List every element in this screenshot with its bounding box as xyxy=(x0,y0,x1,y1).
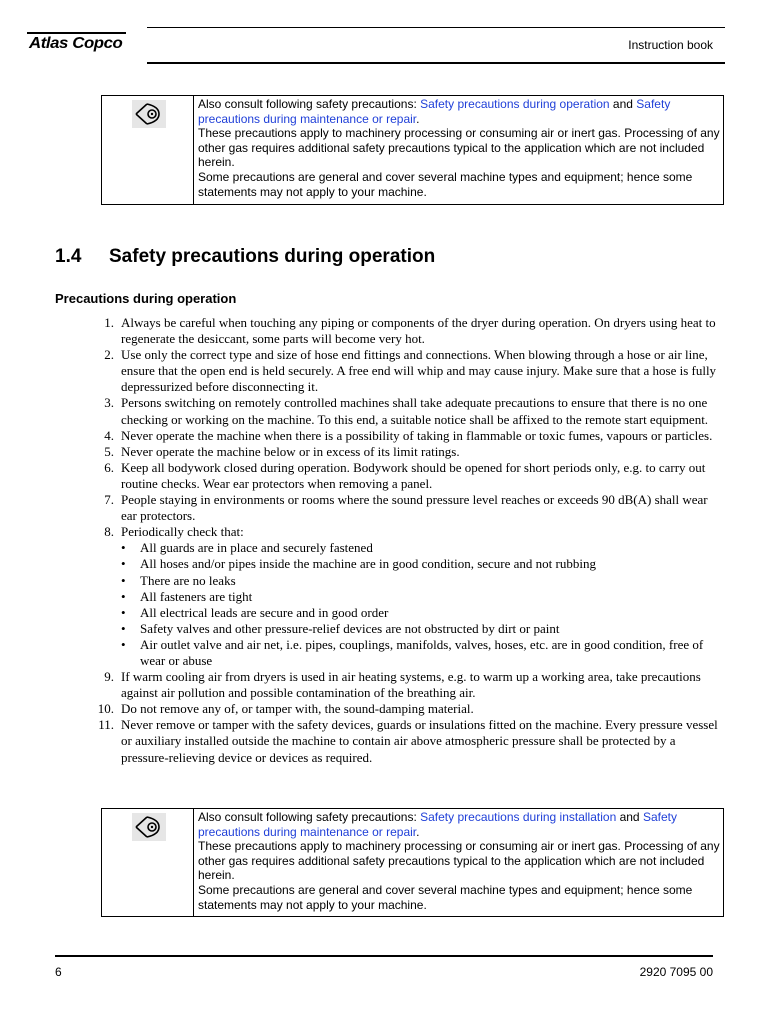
note-text xyxy=(194,96,723,204)
note-period: . xyxy=(416,824,420,839)
bullet-item: • All electrical leads are secure and in good order xyxy=(121,605,724,621)
item-number: 4. xyxy=(104,427,114,443)
note-para-gas: These precautions apply to machinery processing or consuming air or inert gas. Processing of any other gas requires additional safety precautions typical to the application which are not included herein. xyxy=(198,839,720,883)
item-number: 1. xyxy=(104,315,114,330)
link-installation[interactable]: Safety precautions during installation xyxy=(420,810,617,824)
list-item xyxy=(94,669,724,701)
page-number: 6 xyxy=(55,965,62,979)
note-prefix: Also consult following safety precautions: xyxy=(198,97,421,111)
precautions-list xyxy=(94,315,724,766)
item-number: 5. xyxy=(104,443,114,459)
eye-icon xyxy=(132,100,166,128)
subsection-heading: Precautions during operation xyxy=(55,291,237,306)
note-prefix: Also consult following safety precautions: xyxy=(198,810,421,824)
item-number: 11. xyxy=(98,717,114,733)
note-para-gas: These precautions apply to machinery processing or consuming air or inert gas. Processing of any other gas requires additional safety precautions typical to the application which are not included herein. xyxy=(198,126,720,170)
eye-icon xyxy=(132,813,166,841)
item-text: Never remove or tamper with the safety devices, guards or insulations fitted on the machine. Every pressure vessel or auxiliary installed outside the machine to contain air above atmospheric pressure shall be protected by a pressure-relieving device or devices as required. xyxy=(121,717,718,765)
bullet-item: • Safety valves and other pressure-relief devices are not obstructed by dirt or paint xyxy=(121,621,724,637)
list-item xyxy=(94,460,724,492)
item-number: 9. xyxy=(104,669,114,685)
note-text xyxy=(194,809,723,916)
header-title: Instruction book xyxy=(628,38,713,52)
header-rule-bottom xyxy=(147,62,725,64)
note-and: and xyxy=(609,97,637,111)
item-text: Never operate the machine when there is a possibility of taking in flammable or toxic fumes, vapours or particles. xyxy=(121,427,713,443)
footer-rule xyxy=(55,955,713,957)
note-period: . xyxy=(416,111,420,126)
safety-note-bottom xyxy=(101,808,724,917)
item-text: Use only the correct type and size of hose end fittings and connections. When blowing through a hose or air line, ensure that the open end is held securely. A free end will whip and may cause injury. Make sure that a hose is fully depressurized before disconnecting it. xyxy=(121,347,717,395)
bullet-item: • There are no leaks xyxy=(121,573,724,589)
link-maintenance[interactable]: Safety precautions during maintenance or repair xyxy=(198,97,671,126)
item-text: Never operate the machine below or in excess of its limit ratings. xyxy=(121,443,460,459)
document-number: 2920 7095 00 xyxy=(639,965,713,979)
item-text: Persons switching on remotely controlled machines shall take adequate precautions to ensure that there is no one checking or working on the machine. To this end, a suitable notice shall be affixed to the remote start equipment. xyxy=(121,395,709,427)
bullet-item: • All fasteners are tight xyxy=(121,589,724,605)
note-icon-cell xyxy=(102,809,194,916)
page-header xyxy=(0,0,768,70)
list-item xyxy=(94,492,724,524)
atlas-copco-logo: Atlas Copco xyxy=(29,35,123,52)
bullet-item: • All guards are in place and securely fastened xyxy=(121,540,724,556)
list-item xyxy=(94,701,724,717)
item-number: 7. xyxy=(104,492,114,508)
note-para-general: Some precautions are general and cover several machine types and equipment; hence some statements may not apply to your machine. xyxy=(198,882,693,912)
note-icon-cell xyxy=(102,96,194,204)
list-item xyxy=(94,395,724,427)
section-title: Safety precautions during operation xyxy=(109,246,436,267)
item-text: Do not remove any of, or tamper with, the sound-damping material. xyxy=(121,701,474,717)
item-text: Periodically check that: xyxy=(121,524,244,540)
bullet-item: • Air outlet valve and air net, i.e. pipes, couplings, manifolds, valves, hoses, etc. are in good condition, free of wear or abuse xyxy=(121,637,724,669)
note-and: and xyxy=(616,810,643,824)
link-maintenance[interactable]: Safety precautions during maintenance or repair xyxy=(198,810,677,839)
item-text: Keep all bodywork closed during operation. Bodywork should be opened for short periods only, e.g. to carry out routine checks. Wear ear protectors when removing a panel. xyxy=(121,459,706,491)
item-text: People staying in environments or rooms where the sound pressure level reaches or exceeds 90 dB(A) shall wear ear protectors. xyxy=(121,492,708,524)
safety-note-top xyxy=(101,95,724,205)
bullet-item: • All hoses and/or pipes inside the machine are in good condition, secure and not rubbing xyxy=(121,556,724,572)
list-item xyxy=(94,347,724,395)
list-item xyxy=(94,315,724,347)
link-operation[interactable]: Safety precautions during operation xyxy=(420,97,610,111)
item-number: 8. xyxy=(104,524,114,540)
item-number: 10. xyxy=(97,701,114,717)
item-number: 3. xyxy=(104,395,114,411)
item-text: If warm cooling air from dryers is used in air heating systems, e.g. to warm up a working area, take precautions against air pollution and possible contamination of the breathing air. xyxy=(121,669,701,701)
list-item xyxy=(94,428,724,444)
item-number: 2. xyxy=(104,347,114,363)
section-heading xyxy=(55,246,435,268)
item-text: Always be careful when touching any piping or components of the dryer during operation. On dryers using heat to regenerate the desiccant, some parts will become very hot. xyxy=(121,315,716,347)
note-para-general: Some precautions are general and cover several machine types and equipment; hence some statements may not apply to your machine. xyxy=(198,169,693,199)
note-consult-line xyxy=(198,810,721,839)
logo-rule xyxy=(27,32,126,34)
list-item xyxy=(94,444,724,460)
item-number: 6. xyxy=(104,459,114,475)
header-rule-top xyxy=(147,27,725,28)
section-number: 1.4 xyxy=(55,246,82,267)
list-item xyxy=(94,717,724,765)
list-item xyxy=(94,524,724,669)
check-bullets xyxy=(121,540,724,669)
note-consult-line xyxy=(198,97,721,126)
